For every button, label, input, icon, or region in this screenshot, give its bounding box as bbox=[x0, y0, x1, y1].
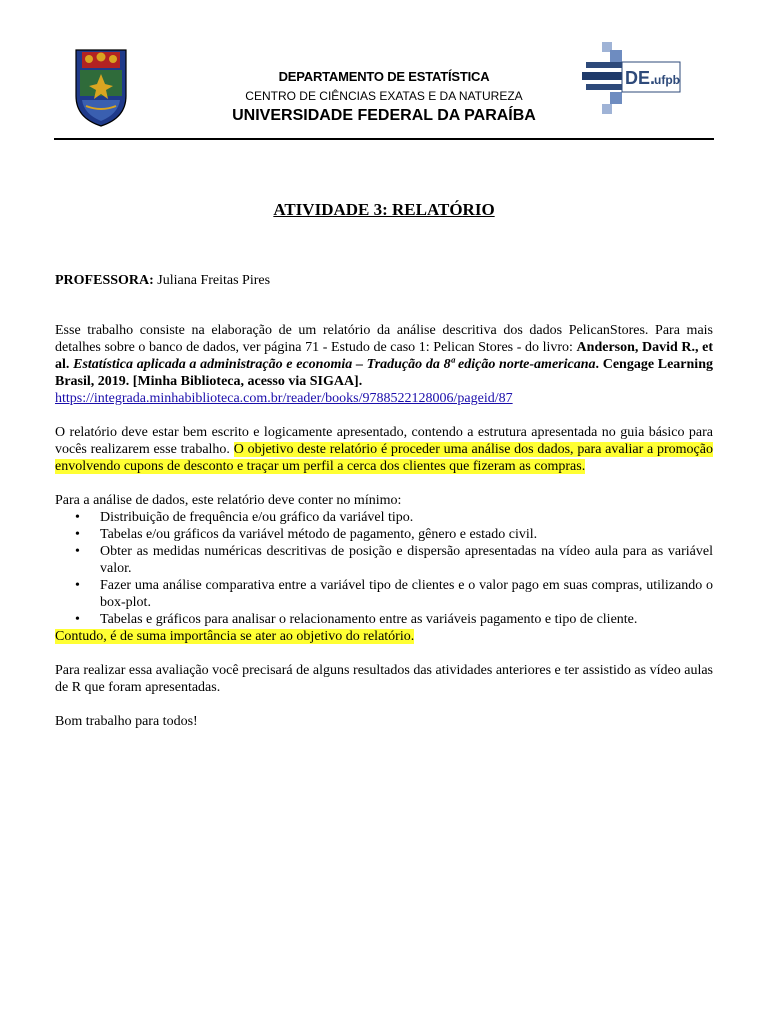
reference-authors: Anderson, David R., et al. bbox=[55, 340, 713, 372]
bullet-icon: • bbox=[75, 544, 80, 559]
list-item-text: Obter as medidas numéricas descritivas de posição e dispersão apresentadas na vídeo aula para as variável valor. bbox=[100, 544, 713, 576]
objective-highlight: O objetivo deste relatório é proceder uma análise dos dados, para avaliar a promoção envolvendo cupons de desconto e traçar um perfil a cerca dos clientes que fizeram as compras. bbox=[55, 442, 713, 474]
list-item-text: Tabelas e/ou gráficos da variável método de pagamento, gênero e estado civil. bbox=[100, 527, 538, 542]
reference-publisher: . Cengage Learning Brasil, 2019. [Minha Biblioteca, acesso via SIGAA]. bbox=[55, 357, 713, 389]
bullet-icon: • bbox=[75, 578, 80, 593]
evaluation-paragraph: Para realizar essa avaliação você precisará de alguns resultados das atividades anteriores e ter assistido as vídeo aulas de R que foram apresentadas. bbox=[55, 663, 713, 695]
ufpb-crest-icon bbox=[72, 44, 130, 128]
de-logo-text: DE. bbox=[625, 68, 656, 88]
intro-paragraph bbox=[55, 322, 713, 407]
closing-line: Bom trabalho para todos! bbox=[55, 714, 198, 729]
document-header bbox=[0, 0, 768, 140]
header-divider bbox=[54, 138, 714, 140]
header-text-block bbox=[200, 68, 568, 126]
importance-note: Contudo, é de suma importância se ater ao objetivo do relatório. bbox=[55, 629, 415, 644]
list-item-text: Distribuição de frequência e/ou gráfico da variável tipo. bbox=[100, 510, 414, 525]
list-item bbox=[55, 611, 713, 628]
department-name: DEPARTAMENTO DE ESTATÍSTICA bbox=[278, 69, 490, 84]
professor-line bbox=[55, 272, 713, 289]
intro-text: Esse trabalho consiste na elaboração de um relatório da análise descritiva dos dados PelicanStores. Para mais detalhes sobre o banco de dados, ver página 71 - Estudo de caso 1: Pelican Stores - do livro: bbox=[55, 323, 713, 355]
analysis-requirements-list bbox=[55, 509, 713, 628]
reference-link[interactable]: https://integrada.minhabiblioteca.com.br/reader/books/9788522128006/pageid/87 bbox=[55, 391, 513, 406]
document-title bbox=[0, 200, 768, 220]
list-item bbox=[55, 577, 713, 611]
list-item-text: Tabelas e gráficos para analisar o relacionamento entre as variáveis pagamento e tipo de cliente. bbox=[100, 612, 638, 627]
structure-text: O relatório deve estar bem escrito e logicamente apresentado, contendo a estrutura apresentada no guia básico para vocês realizarem esse trabalho. bbox=[55, 425, 713, 457]
bullet-icon: • bbox=[75, 510, 80, 525]
professor-name: Juliana Freitas Pires bbox=[153, 273, 271, 288]
structure-paragraph bbox=[55, 424, 713, 475]
document-title-text: ATIVIDADE 3: RELATÓRIO bbox=[273, 200, 495, 219]
professor-label: PROFESSORA: bbox=[55, 273, 154, 288]
list-item bbox=[55, 509, 713, 526]
center-name: CENTRO DE CIÊNCIAS EXATAS E DA NATUREZA bbox=[245, 89, 523, 103]
bullet-icon: • bbox=[75, 527, 80, 542]
analysis-intro: Para a análise de dados, este relatório deve conter no mínimo: bbox=[55, 493, 402, 508]
ufpb-logo-text: ufpb bbox=[654, 73, 680, 87]
list-item bbox=[55, 526, 713, 543]
list-item-text: Fazer uma análise comparativa entre a variável tipo de clientes e o valor pago em suas compras, utilizando o box-plot. bbox=[100, 578, 713, 610]
university-name: UNIVERSIDADE FEDERAL DA PARAÍBA bbox=[232, 107, 536, 124]
document-body bbox=[55, 272, 713, 730]
de-ufpb-logo-icon bbox=[582, 40, 682, 120]
bullet-icon: • bbox=[75, 612, 80, 627]
reference-title: Estatística aplicada a administração e economia – Tradução da 8ª edição norte-americana bbox=[69, 357, 596, 372]
list-item bbox=[55, 543, 713, 577]
